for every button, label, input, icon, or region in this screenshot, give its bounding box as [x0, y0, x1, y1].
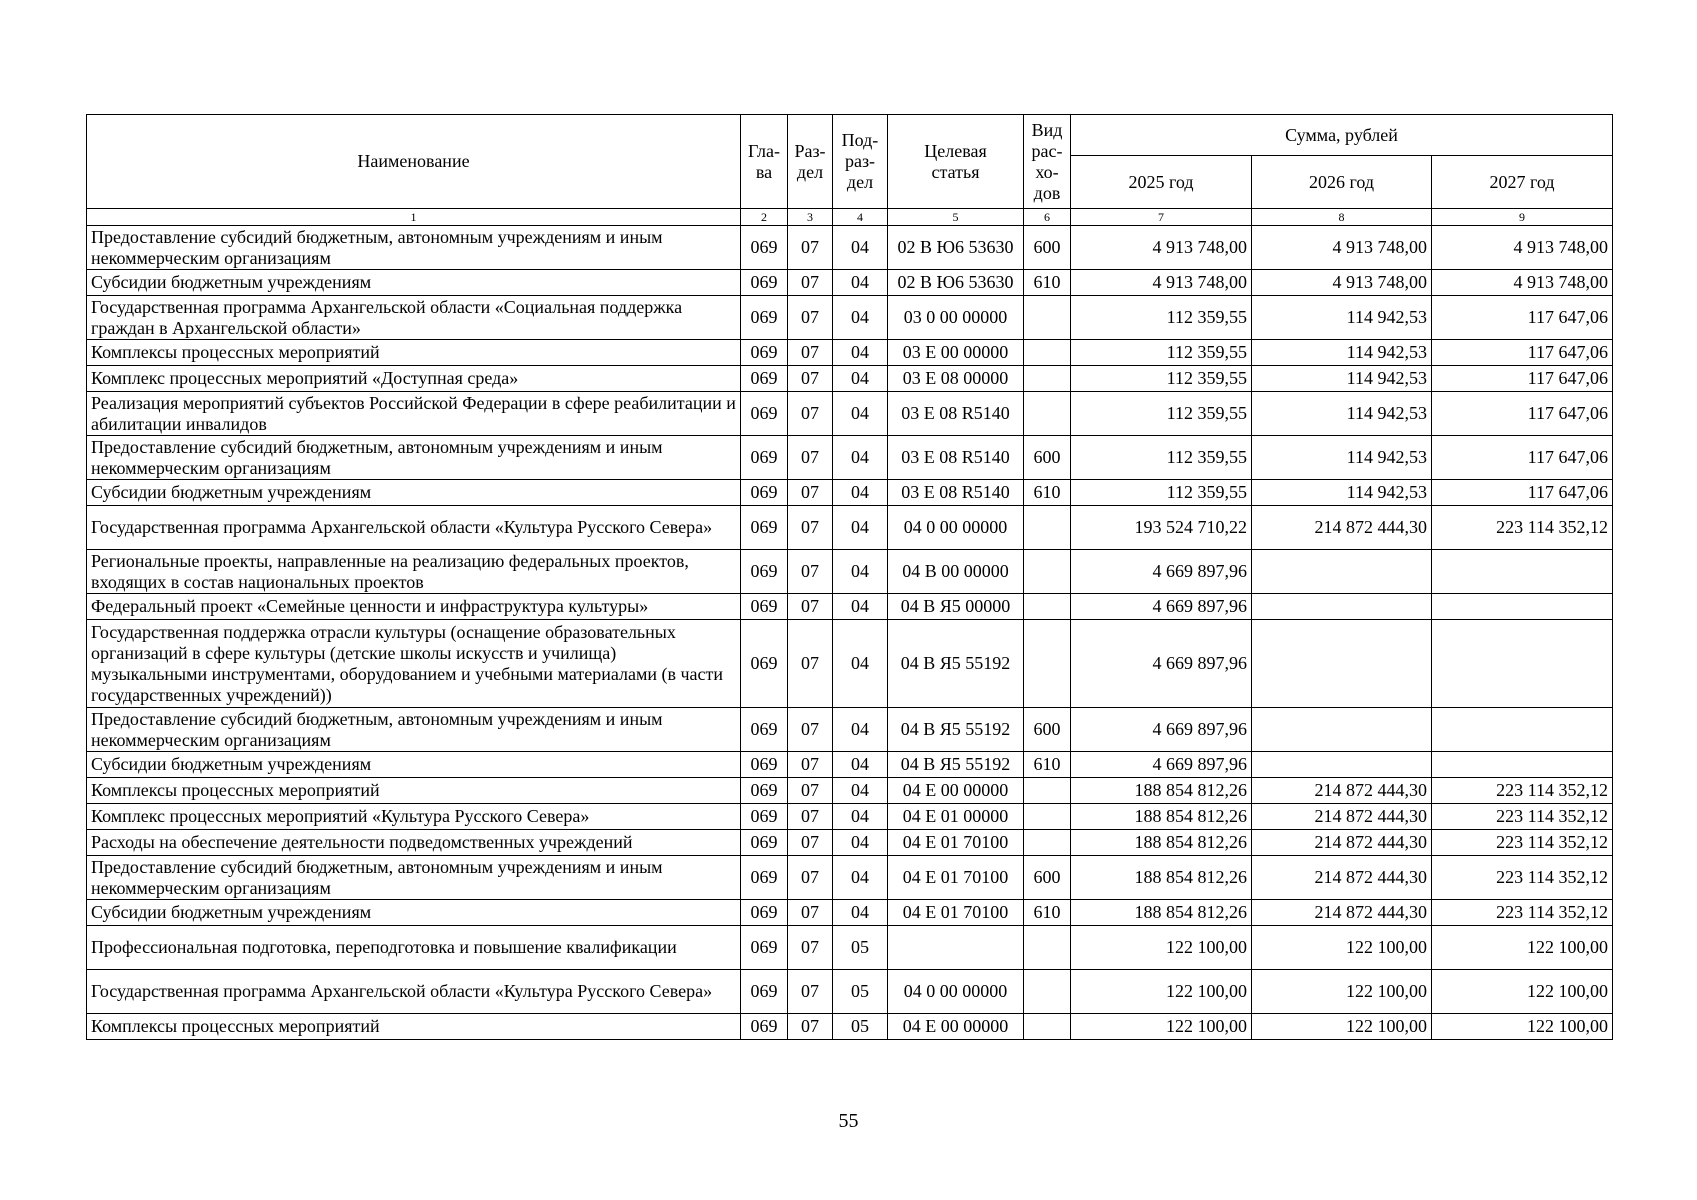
row-target: 04 Е 01 70100 — [888, 830, 1024, 856]
row-sum-2026: 214 872 444,30 — [1252, 506, 1432, 550]
table-body — [87, 226, 1613, 1040]
row-section: 07 — [788, 340, 833, 366]
row-sum-2027 — [1432, 708, 1613, 752]
row-name: Региональные проекты, направленные на реализацию федеральных проектов, входящих в состав национальных проектов — [87, 550, 741, 594]
row-sum-2027: 117 647,06 — [1432, 436, 1613, 480]
row-sum-2025: 188 854 812,26 — [1071, 778, 1252, 804]
row-sum-2025: 112 359,55 — [1071, 296, 1252, 340]
row-sum-2027: 223 114 352,12 — [1432, 506, 1613, 550]
row-subsection: 04 — [833, 752, 888, 778]
row-sum-2025: 188 854 812,26 — [1071, 900, 1252, 926]
row-sum-2025: 122 100,00 — [1071, 926, 1252, 970]
row-sum-2027: 223 114 352,12 — [1432, 804, 1613, 830]
row-chapter: 069 — [741, 550, 788, 594]
header-year-2026: 2026 год — [1252, 156, 1432, 209]
row-target: 04 В Я5 55192 — [888, 752, 1024, 778]
row-sum-2025: 193 524 710,22 — [1071, 506, 1252, 550]
row-target: 03 Е 08 R5140 — [888, 436, 1024, 480]
row-expense-type — [1024, 594, 1071, 620]
row-expense-type — [1024, 392, 1071, 436]
row-sum-2026 — [1252, 550, 1432, 594]
table-row — [87, 970, 1613, 1014]
row-sum-2026: 114 942,53 — [1252, 366, 1432, 392]
row-sum-2025: 112 359,55 — [1071, 480, 1252, 506]
row-sum-2026: 114 942,53 — [1252, 340, 1432, 366]
row-target: 04 Е 01 70100 — [888, 900, 1024, 926]
row-expense-type: 610 — [1024, 752, 1071, 778]
row-chapter: 069 — [741, 752, 788, 778]
table-row — [87, 856, 1613, 900]
table-row — [87, 620, 1613, 708]
row-expense-type — [1024, 830, 1071, 856]
row-expense-type: 610 — [1024, 900, 1071, 926]
row-expense-type: 610 — [1024, 480, 1071, 506]
row-name: Комплексы процессных мероприятий — [87, 1014, 741, 1040]
row-name: Предоставление субсидий бюджетным, автономным учреждениям и иным некоммерческим организациям — [87, 226, 741, 270]
row-section: 07 — [788, 594, 833, 620]
row-sum-2026: 122 100,00 — [1252, 970, 1432, 1014]
row-subsection: 04 — [833, 620, 888, 708]
table-row — [87, 392, 1613, 436]
row-sum-2027 — [1432, 620, 1613, 708]
row-name: Государственная программа Архангельской области «Социальная поддержка граждан в Архангельской области» — [87, 296, 741, 340]
row-target: 04 0 00 00000 — [888, 506, 1024, 550]
row-target: 02 В Ю6 53630 — [888, 226, 1024, 270]
row-subsection: 04 — [833, 270, 888, 296]
row-target: 04 В 00 00000 — [888, 550, 1024, 594]
header-section-text: Раз- дел — [794, 140, 826, 182]
row-name: Субсидии бюджетным учреждениям — [87, 752, 741, 778]
row-name: Предоставление субсидий бюджетным, автономным учреждениям и иным некоммерческим организациям — [87, 856, 741, 900]
table-row — [87, 926, 1613, 970]
row-section: 07 — [788, 708, 833, 752]
row-subsection: 04 — [833, 340, 888, 366]
table-row — [87, 752, 1613, 778]
row-sum-2025: 4 669 897,96 — [1071, 620, 1252, 708]
row-expense-type — [1024, 296, 1071, 340]
table-row — [87, 830, 1613, 856]
row-subsection: 04 — [833, 506, 888, 550]
row-chapter: 069 — [741, 620, 788, 708]
row-chapter: 069 — [741, 296, 788, 340]
row-name: Федеральный проект «Семейные ценности и инфраструктура культуры» — [87, 594, 741, 620]
page-number: 55 — [838, 1110, 859, 1132]
row-sum-2027 — [1432, 550, 1613, 594]
row-subsection: 05 — [833, 970, 888, 1014]
row-name: Предоставление субсидий бюджетным, автономным учреждениям и иным некоммерческим организациям — [87, 436, 741, 480]
row-chapter: 069 — [741, 506, 788, 550]
row-sum-2025: 112 359,55 — [1071, 392, 1252, 436]
row-name: Комплекс процессных мероприятий «Культура Русского Севера» — [87, 804, 741, 830]
row-sum-2025: 188 854 812,26 — [1071, 830, 1252, 856]
row-target: 03 Е 08 R5140 — [888, 480, 1024, 506]
row-name: Комплекс процессных мероприятий «Доступная среда» — [87, 366, 741, 392]
row-expense-type — [1024, 340, 1071, 366]
row-chapter: 069 — [741, 594, 788, 620]
table-row — [87, 804, 1613, 830]
row-chapter: 069 — [741, 392, 788, 436]
row-chapter: 069 — [741, 804, 788, 830]
row-expense-type — [1024, 506, 1071, 550]
table-row — [87, 506, 1613, 550]
header-chapter-text: Гла- ва — [747, 140, 781, 182]
table-row — [87, 226, 1613, 270]
row-subsection: 05 — [833, 1014, 888, 1040]
column-number: 2 — [741, 209, 788, 226]
row-name: Субсидии бюджетным учреждениям — [87, 270, 741, 296]
row-subsection: 04 — [833, 708, 888, 752]
row-subsection: 04 — [833, 900, 888, 926]
row-section: 07 — [788, 856, 833, 900]
row-chapter: 069 — [741, 480, 788, 506]
row-chapter: 069 — [741, 340, 788, 366]
row-sum-2027: 122 100,00 — [1432, 970, 1613, 1014]
row-name: Расходы на обеспечение деятельности подведомственных учреждений — [87, 830, 741, 856]
row-expense-type — [1024, 366, 1071, 392]
row-name: Комплексы процессных мероприятий — [87, 778, 741, 804]
row-sum-2027: 122 100,00 — [1432, 926, 1613, 970]
row-section: 07 — [788, 752, 833, 778]
row-chapter: 069 — [741, 778, 788, 804]
table-row — [87, 708, 1613, 752]
row-name: Реализация мероприятий субъектов Российской Федерации в сфере реабилитации и абилитации инвалидов — [87, 392, 741, 436]
row-name: Комплексы процессных мероприятий — [87, 340, 741, 366]
header-year-2027: 2027 год — [1432, 156, 1613, 209]
table-row — [87, 296, 1613, 340]
table-row — [87, 436, 1613, 480]
row-sum-2026: 214 872 444,30 — [1252, 900, 1432, 926]
row-name: Предоставление субсидий бюджетным, автономным учреждениям и иным некоммерческим организациям — [87, 708, 741, 752]
column-number: 8 — [1252, 209, 1432, 226]
row-name: Государственная поддержка отрасли культуры (оснащение образовательных организаций в сфере культуры (детские школы искусств и училища) музыкальными инструментами, оборудованием и учебными материалами (в части государственных учреждений)) — [87, 620, 741, 708]
row-target: 04 В Я5 55192 — [888, 708, 1024, 752]
row-expense-type: 600 — [1024, 708, 1071, 752]
column-number: 9 — [1432, 209, 1613, 226]
row-section: 07 — [788, 550, 833, 594]
row-sum-2025: 112 359,55 — [1071, 340, 1252, 366]
row-expense-type — [1024, 550, 1071, 594]
row-subsection: 04 — [833, 480, 888, 506]
row-target: 03 0 00 00000 — [888, 296, 1024, 340]
row-sum-2027: 117 647,06 — [1432, 480, 1613, 506]
row-sum-2026: 114 942,53 — [1252, 480, 1432, 506]
header-chapter — [741, 115, 788, 209]
row-subsection: 04 — [833, 804, 888, 830]
row-section: 07 — [788, 900, 833, 926]
row-sum-2026: 214 872 444,30 — [1252, 804, 1432, 830]
row-expense-type: 600 — [1024, 856, 1071, 900]
row-target: 03 Е 08 00000 — [888, 366, 1024, 392]
header-subsection — [833, 115, 888, 209]
row-subsection: 04 — [833, 778, 888, 804]
row-sum-2025: 4 669 897,96 — [1071, 708, 1252, 752]
row-sum-2027: 117 647,06 — [1432, 366, 1613, 392]
table-row — [87, 366, 1613, 392]
row-sum-2026: 114 942,53 — [1252, 392, 1432, 436]
row-subsection: 04 — [833, 366, 888, 392]
row-section: 07 — [788, 1014, 833, 1040]
table-row — [87, 594, 1613, 620]
row-target: 04 Е 00 00000 — [888, 778, 1024, 804]
row-sum-2027: 117 647,06 — [1432, 392, 1613, 436]
table-row — [87, 270, 1613, 296]
row-chapter: 069 — [741, 436, 788, 480]
row-sum-2025: 4 913 748,00 — [1071, 270, 1252, 296]
row-sum-2026 — [1252, 752, 1432, 778]
row-chapter: 069 — [741, 856, 788, 900]
row-sum-2025: 112 359,55 — [1071, 436, 1252, 480]
row-target: 02 В Ю6 53630 — [888, 270, 1024, 296]
row-chapter: 069 — [741, 708, 788, 752]
row-section: 07 — [788, 296, 833, 340]
row-sum-2025: 4 669 897,96 — [1071, 550, 1252, 594]
row-name: Профессиональная подготовка, переподготовка и повышение квалификации — [87, 926, 741, 970]
row-sum-2026: 214 872 444,30 — [1252, 778, 1432, 804]
row-chapter: 069 — [741, 900, 788, 926]
column-number: 7 — [1071, 209, 1252, 226]
row-expense-type — [1024, 1014, 1071, 1040]
row-chapter: 069 — [741, 1014, 788, 1040]
row-section: 07 — [788, 506, 833, 550]
row-section: 07 — [788, 970, 833, 1014]
row-sum-2027 — [1432, 594, 1613, 620]
row-subsection: 05 — [833, 926, 888, 970]
row-target: 04 Е 00 00000 — [888, 1014, 1024, 1040]
row-sum-2025: 4 669 897,96 — [1071, 752, 1252, 778]
row-subsection: 04 — [833, 594, 888, 620]
row-sum-2027: 4 913 748,00 — [1432, 270, 1613, 296]
row-expense-type: 610 — [1024, 270, 1071, 296]
row-subsection: 04 — [833, 226, 888, 270]
row-target: 03 Е 08 R5140 — [888, 392, 1024, 436]
row-sum-2027 — [1432, 752, 1613, 778]
row-section: 07 — [788, 804, 833, 830]
table-row — [87, 1014, 1613, 1040]
row-sum-2026: 4 913 748,00 — [1252, 226, 1432, 270]
row-sum-2025: 112 359,55 — [1071, 366, 1252, 392]
header-subsection-text: Под- раз- дел — [841, 130, 879, 192]
row-chapter: 069 — [741, 830, 788, 856]
row-expense-type — [1024, 926, 1071, 970]
row-chapter: 069 — [741, 970, 788, 1014]
row-sum-2025: 122 100,00 — [1071, 970, 1252, 1014]
row-sum-2025: 4 669 897,96 — [1071, 594, 1252, 620]
row-expense-type — [1024, 804, 1071, 830]
row-target: 04 В Я5 00000 — [888, 594, 1024, 620]
row-subsection: 04 — [833, 830, 888, 856]
header-section — [788, 115, 833, 209]
row-sum-2027: 4 913 748,00 — [1432, 226, 1613, 270]
row-sum-2026: 114 942,53 — [1252, 296, 1432, 340]
header-expense-type-text: Вид рас- хо- дов — [1031, 119, 1063, 203]
row-section: 07 — [788, 392, 833, 436]
row-sum-2027: 223 114 352,12 — [1432, 856, 1613, 900]
header-sum: Сумма, рублей — [1071, 115, 1613, 156]
column-number: 3 — [788, 209, 833, 226]
header-expense-type — [1024, 115, 1071, 209]
row-expense-type — [1024, 620, 1071, 708]
row-name: Государственная программа Архангельской области «Культура Русского Севера» — [87, 970, 741, 1014]
row-subsection: 04 — [833, 436, 888, 480]
row-section: 07 — [788, 366, 833, 392]
row-chapter: 069 — [741, 226, 788, 270]
row-sum-2025: 188 854 812,26 — [1071, 804, 1252, 830]
row-sum-2026: 122 100,00 — [1252, 926, 1432, 970]
table-row — [87, 480, 1613, 506]
row-sum-2025: 188 854 812,26 — [1071, 856, 1252, 900]
row-section: 07 — [788, 480, 833, 506]
column-number-row — [87, 209, 1613, 226]
row-sum-2026 — [1252, 708, 1432, 752]
row-section: 07 — [788, 620, 833, 708]
column-number: 5 — [888, 209, 1024, 226]
row-sum-2027: 223 114 352,12 — [1432, 778, 1613, 804]
row-subsection: 04 — [833, 296, 888, 340]
table-header — [87, 115, 1613, 226]
row-name: Субсидии бюджетным учреждениям — [87, 900, 741, 926]
row-target: 03 Е 00 00000 — [888, 340, 1024, 366]
row-expense-type: 600 — [1024, 226, 1071, 270]
row-subsection: 04 — [833, 392, 888, 436]
row-sum-2027: 223 114 352,12 — [1432, 830, 1613, 856]
row-target: 04 Е 01 00000 — [888, 804, 1024, 830]
header-target — [888, 115, 1024, 209]
row-expense-type — [1024, 778, 1071, 804]
row-subsection: 04 — [833, 550, 888, 594]
row-target: 04 0 00 00000 — [888, 970, 1024, 1014]
table-row — [87, 550, 1613, 594]
row-sum-2026: 214 872 444,30 — [1252, 856, 1432, 900]
row-target: 04 В Я5 55192 — [888, 620, 1024, 708]
header-name: Наименование — [87, 115, 741, 209]
row-sum-2026: 4 913 748,00 — [1252, 270, 1432, 296]
row-chapter: 069 — [741, 366, 788, 392]
row-expense-type: 600 — [1024, 436, 1071, 480]
row-name: Государственная программа Архангельской области «Культура Русского Севера» — [87, 506, 741, 550]
row-sum-2027: 117 647,06 — [1432, 296, 1613, 340]
row-sum-2027: 117 647,06 — [1432, 340, 1613, 366]
row-sum-2026: 214 872 444,30 — [1252, 830, 1432, 856]
row-sum-2027: 122 100,00 — [1432, 1014, 1613, 1040]
row-sum-2026 — [1252, 620, 1432, 708]
row-name: Субсидии бюджетным учреждениям — [87, 480, 741, 506]
row-expense-type — [1024, 970, 1071, 1014]
budget-table — [86, 114, 1613, 1040]
row-chapter: 069 — [741, 270, 788, 296]
header-year-2025: 2025 год — [1071, 156, 1252, 209]
table-row — [87, 340, 1613, 366]
table-row — [87, 778, 1613, 804]
row-section: 07 — [788, 830, 833, 856]
header-target-text: Целевая статья — [924, 140, 987, 182]
row-chapter: 069 — [741, 926, 788, 970]
row-section: 07 — [788, 270, 833, 296]
table-row — [87, 900, 1613, 926]
row-section: 07 — [788, 436, 833, 480]
column-number: 6 — [1024, 209, 1071, 226]
row-sum-2025: 4 913 748,00 — [1071, 226, 1252, 270]
column-number: 1 — [87, 209, 741, 226]
row-sum-2026: 114 942,53 — [1252, 436, 1432, 480]
row-subsection: 04 — [833, 856, 888, 900]
row-section: 07 — [788, 778, 833, 804]
row-section: 07 — [788, 926, 833, 970]
row-sum-2025: 122 100,00 — [1071, 1014, 1252, 1040]
row-target: 04 Е 01 70100 — [888, 856, 1024, 900]
column-number: 4 — [833, 209, 888, 226]
row-sum-2027: 223 114 352,12 — [1432, 900, 1613, 926]
row-target — [888, 926, 1024, 970]
row-sum-2026 — [1252, 594, 1432, 620]
row-sum-2026: 122 100,00 — [1252, 1014, 1432, 1040]
row-section: 07 — [788, 226, 833, 270]
